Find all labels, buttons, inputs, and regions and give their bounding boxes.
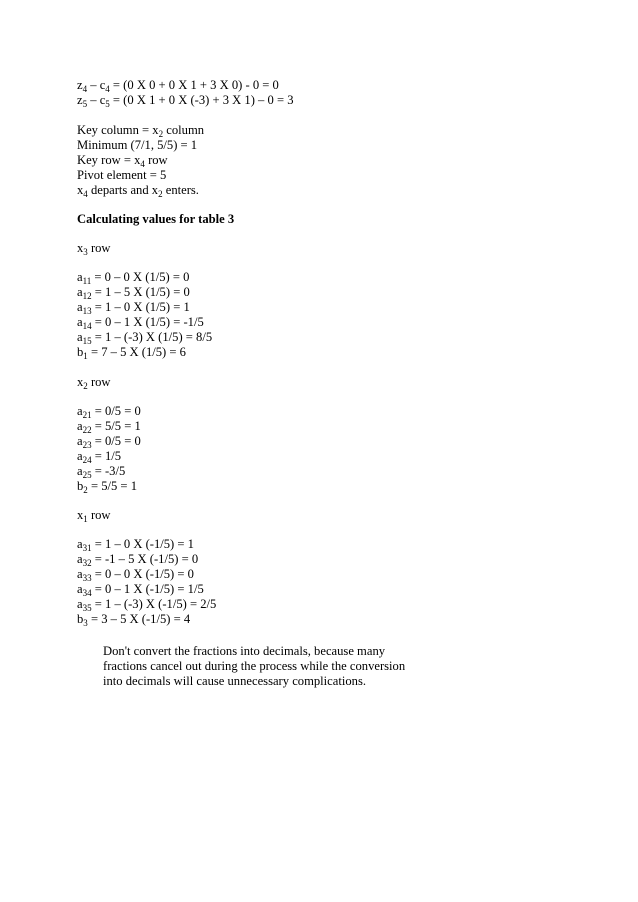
line-pivot-element xyxy=(77,168,166,183)
text-run: a xyxy=(77,285,83,299)
line-a13 xyxy=(77,300,190,316)
subscript: 14 xyxy=(82,321,92,331)
subscript: 35 xyxy=(82,603,92,613)
line-a21 xyxy=(77,404,141,420)
line-a33 xyxy=(77,567,194,583)
text-run: row xyxy=(87,375,111,389)
subscript: 2 xyxy=(83,485,88,495)
line-a25 xyxy=(77,464,125,480)
text-run: a xyxy=(77,567,83,581)
text-run: x xyxy=(77,183,84,197)
text-run: = -3/5 xyxy=(91,464,126,478)
text-run: x xyxy=(77,375,84,389)
subscript: 4 xyxy=(140,159,145,169)
text-run: = -1 – 5 X (-1/5) = 0 xyxy=(91,552,199,566)
line-a12 xyxy=(77,285,190,301)
text-run: a xyxy=(77,552,83,566)
line-b1 xyxy=(77,345,186,361)
text-run: into decimals will cause unnecessary complications. xyxy=(103,674,366,688)
row-label-x2 xyxy=(77,375,111,391)
subscript: 34 xyxy=(82,588,92,598)
text-run: b xyxy=(77,612,84,626)
subscript: 4 xyxy=(105,84,110,94)
subscript: 24 xyxy=(82,455,92,465)
text-run: – c xyxy=(87,93,106,107)
text-run: = (0 X 1 + 0 X (-3) + 3 X 1) – 0 = 3 xyxy=(109,93,294,107)
subscript: 3 xyxy=(83,618,88,628)
subscript: 25 xyxy=(82,470,92,480)
text-run: enters. xyxy=(162,183,199,197)
subscript: 11 xyxy=(82,276,92,286)
text-run: Key column = x xyxy=(77,123,159,137)
text-run: b xyxy=(77,345,84,359)
text-run: row xyxy=(87,241,111,255)
subscript: 2 xyxy=(83,381,88,391)
text-run: Key row = x xyxy=(77,153,141,167)
note-line-3 xyxy=(103,674,366,689)
row-label-x3 xyxy=(77,241,111,257)
line-a23 xyxy=(77,434,141,450)
line-key-column xyxy=(77,123,204,139)
subscript: 15 xyxy=(82,336,92,346)
text-run: = 0/5 = 0 xyxy=(91,404,141,418)
subscript: 13 xyxy=(82,306,92,316)
text-run: = 0 – 0 X (-1/5) = 0 xyxy=(91,567,194,581)
row-label-x1 xyxy=(77,508,111,524)
line-minimum xyxy=(77,138,197,153)
line-a14 xyxy=(77,315,204,331)
line-key-row xyxy=(77,153,168,169)
text-run: a xyxy=(77,537,83,551)
text-run: = 1/5 xyxy=(91,449,122,463)
line-a22 xyxy=(77,419,141,435)
text-run: = 3 – 5 X (-1/5) = 4 xyxy=(87,612,191,626)
text-run: a xyxy=(77,419,83,433)
text-run: b xyxy=(77,479,84,493)
text-run: = 1 – 0 X (1/5) = 1 xyxy=(91,300,190,314)
line-a35 xyxy=(77,597,216,613)
line-departs-enters xyxy=(77,183,199,199)
text-run: – c xyxy=(87,78,106,92)
text-run: = 0 – 1 X (1/5) = -1/5 xyxy=(91,315,204,329)
text-run: = 1 – (-3) X (1/5) = 8/5 xyxy=(91,330,213,344)
subscript: 21 xyxy=(82,410,92,420)
text-run: z xyxy=(77,93,83,107)
text-run: Pivot element = 5 xyxy=(77,168,167,182)
line-b3 xyxy=(77,612,190,628)
text-run: = 1 – 0 X (-1/5) = 1 xyxy=(91,537,194,551)
subscript: 1 xyxy=(83,514,88,524)
subscript: 32 xyxy=(82,558,92,568)
text-run: x xyxy=(77,241,84,255)
line-a24 xyxy=(77,449,121,465)
section-heading xyxy=(77,212,234,227)
text-run: = 5/5 = 1 xyxy=(87,479,137,493)
text-run: a xyxy=(77,597,83,611)
text-run: a xyxy=(77,449,83,463)
line-a15 xyxy=(77,330,212,346)
text-run: a xyxy=(77,404,83,418)
text-run: = 0/5 = 0 xyxy=(91,434,141,448)
text-run: column xyxy=(163,123,205,137)
text-run: a xyxy=(77,434,83,448)
subscript: 5 xyxy=(82,99,88,109)
subscript: 22 xyxy=(82,425,92,435)
subscript: 4 xyxy=(82,84,88,94)
text-run: z xyxy=(77,78,83,92)
text-run: a xyxy=(77,582,83,596)
text-run: = (0 X 0 + 0 X 1 + 3 X 0) - 0 = 0 xyxy=(109,78,279,92)
subscript: 33 xyxy=(82,573,92,583)
text-run: departs and x xyxy=(87,183,159,197)
text-run: Don't convert the fractions into decimals, because many xyxy=(103,644,386,658)
subscript: 2 xyxy=(158,129,164,139)
text-run: = 0 – 0 X (1/5) = 0 xyxy=(91,270,190,284)
text-run: = 1 – (-3) X (-1/5) = 2/5 xyxy=(91,597,217,611)
text-run: x xyxy=(77,508,84,522)
line-z5c5 xyxy=(77,93,294,109)
note-line-1 xyxy=(103,644,385,659)
text-run: Minimum (7/1, 5/5) = 1 xyxy=(77,138,198,152)
text-run: = 7 – 5 X (1/5) = 6 xyxy=(87,345,186,359)
subscript: 12 xyxy=(82,291,92,301)
line-a11 xyxy=(77,270,189,286)
note-line-2 xyxy=(103,659,405,674)
text-run: a xyxy=(77,315,83,329)
text-run: a xyxy=(77,464,83,478)
subscript: 23 xyxy=(82,440,92,450)
text-run: = 5/5 = 1 xyxy=(91,419,141,433)
text-run: Calculating values for table 3 xyxy=(77,212,235,226)
text-run: a xyxy=(77,270,83,284)
text-run: row xyxy=(87,508,111,522)
subscript: 5 xyxy=(105,99,110,109)
line-a34 xyxy=(77,582,204,598)
subscript: 4 xyxy=(83,189,88,199)
line-a31 xyxy=(77,537,194,553)
text-run: = 1 – 5 X (1/5) = 0 xyxy=(91,285,190,299)
subscript: 31 xyxy=(82,543,92,553)
subscript: 2 xyxy=(158,189,163,199)
subscript: 3 xyxy=(83,247,88,257)
text-run: a xyxy=(77,300,83,314)
line-a32 xyxy=(77,552,198,568)
text-run: row xyxy=(144,153,168,167)
subscript: 1 xyxy=(83,351,88,361)
text-run: a xyxy=(77,330,83,344)
text-run: = 0 – 1 X (-1/5) = 1/5 xyxy=(91,582,204,596)
text-run: fractions cancel out during the process while the conversion xyxy=(103,659,406,673)
line-z4c4 xyxy=(77,78,279,94)
line-b2 xyxy=(77,479,137,495)
